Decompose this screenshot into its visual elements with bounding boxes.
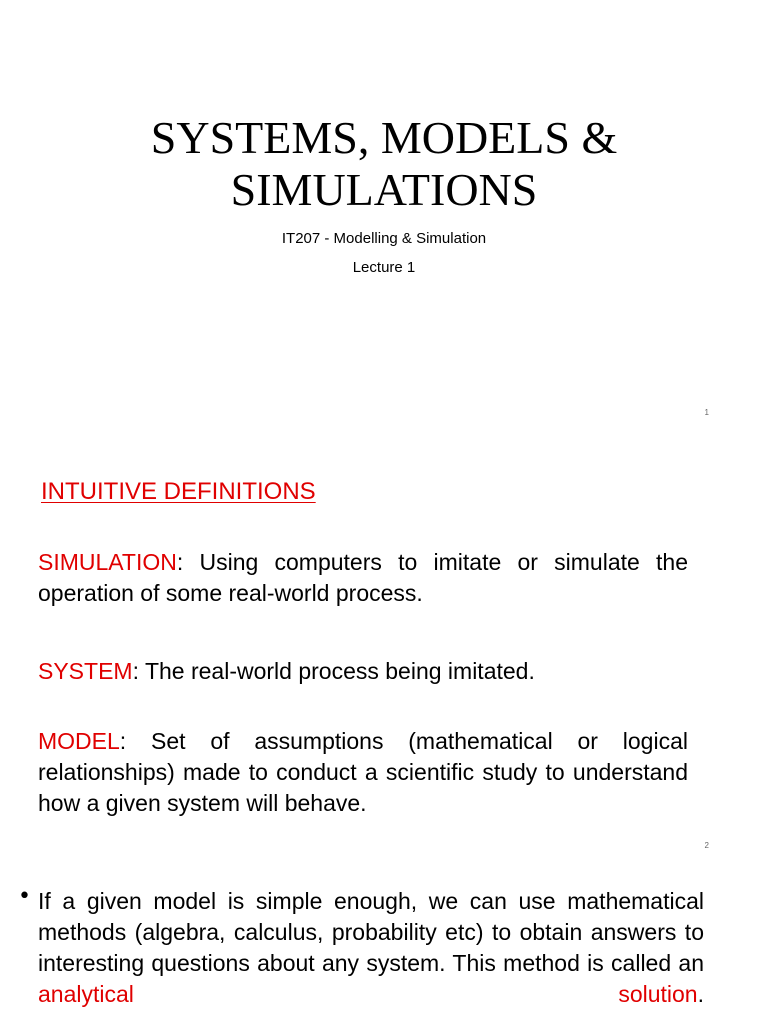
section-heading: INTUITIVE DEFINITIONS	[41, 478, 316, 505]
slide-2	[0, 432, 768, 866]
title-line-1: SYSTEMS, MODELS &	[150, 112, 618, 163]
lecture-subtitle: Lecture 1	[352, 259, 416, 276]
slide-number: 2	[704, 841, 709, 850]
simulation-definition	[38, 547, 688, 609]
analytical-solution-highlight: analytical solution	[38, 981, 698, 1007]
course-subtitle: IT207 - Modelling & Simulation	[281, 230, 487, 247]
simulation-definition-text: : Using computers to imitate or simulate the operation of some real-world process.	[38, 549, 688, 606]
simulation-term: SIMULATION	[38, 549, 177, 575]
model-definition	[38, 726, 688, 819]
slide-3	[0, 866, 768, 1024]
title-line-2: SIMULATIONS	[230, 164, 538, 215]
system-definition	[38, 656, 688, 687]
model-definition-text: : Set of assumptions (mathematical or logical relationships) made to conduct a scientific study to understand how a given system will behave.	[38, 728, 688, 816]
slide-title	[0, 112, 768, 216]
system-term: SYSTEM	[38, 658, 133, 684]
slide-number: 1	[704, 408, 709, 417]
bullet-text: If a given model is simple enough, we can use mathematical methods (algebra, calculus, probability etc) to obtain answers to interesting questions about any system. This method is called an	[38, 888, 704, 976]
system-definition-text: : The real-world process being imitated.	[132, 658, 535, 684]
slide-1	[0, 0, 768, 432]
bullet-end: .	[697, 981, 704, 1007]
bullet-icon: •	[18, 884, 31, 909]
bullet-paragraph	[38, 886, 704, 1010]
model-term: MODEL	[38, 728, 120, 754]
